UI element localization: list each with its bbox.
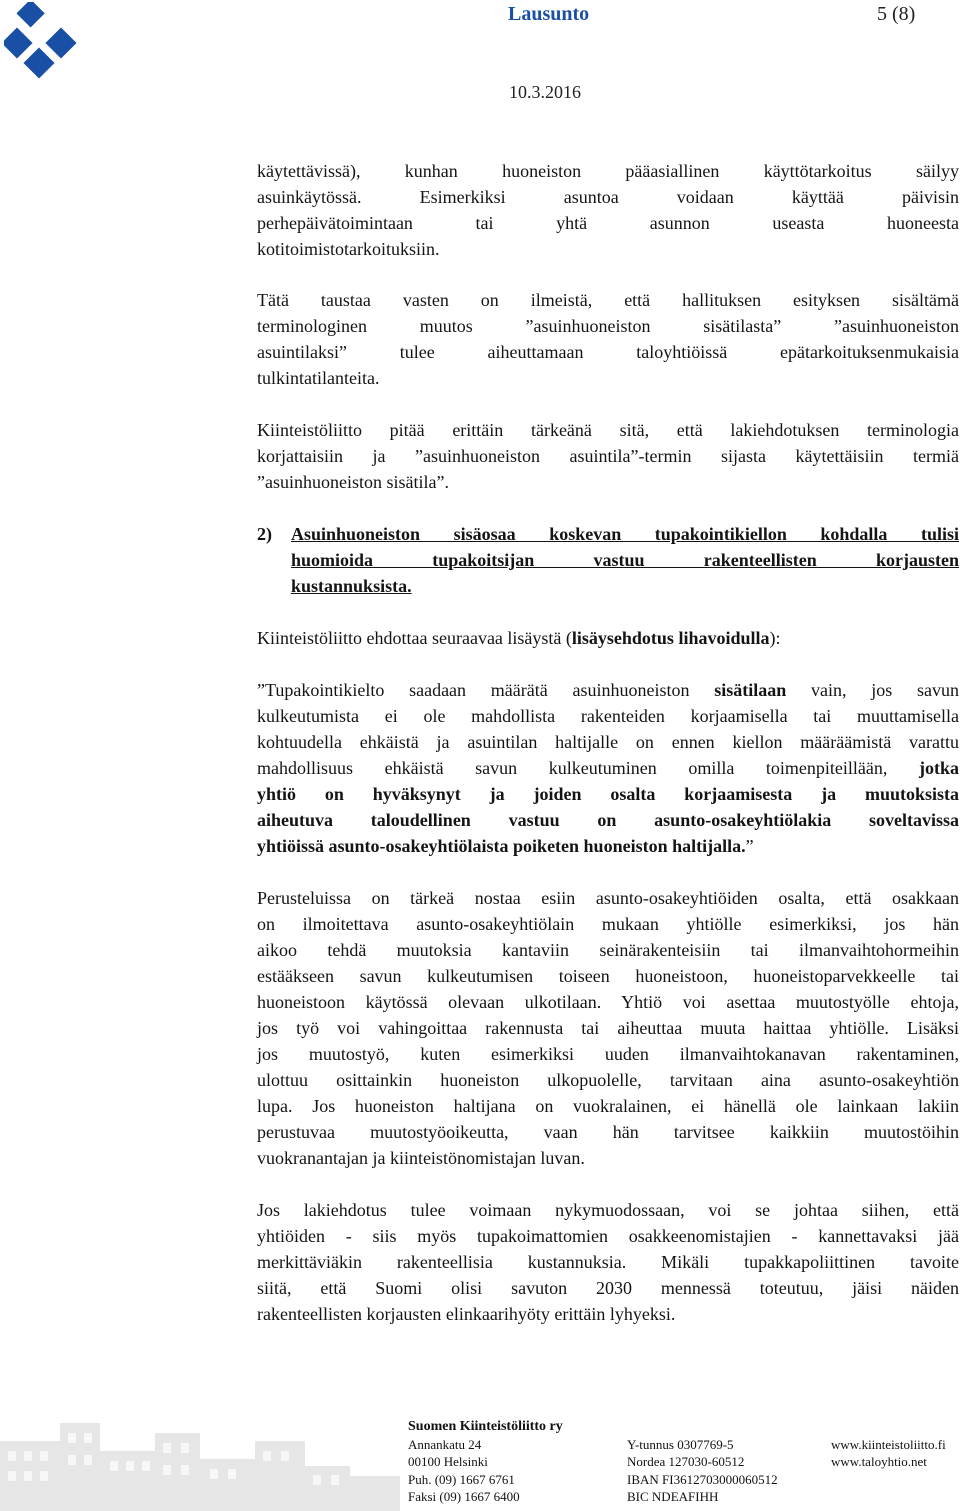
item-number: 2): [257, 524, 272, 544]
footer-websites: [831, 1436, 946, 1471]
text-line: kohtuudella ehkäistä ja asuintilan haltijalle on ennen kiellon määräämistä varattu: [257, 732, 959, 752]
text-run: vain, jos savun: [786, 680, 959, 700]
text-line: rakenteellisten korjausten elinkaarihyöty erittäin lyhyeksi.: [257, 1304, 676, 1324]
paragraph-4: [257, 625, 959, 651]
text-line: [257, 625, 959, 651]
postal-address: 00100 Helsinki: [408, 1454, 488, 1469]
text-line: siitä, että Suomi olisi savuton 2030 mennessä toteutuu, jäisi näiden: [257, 1278, 959, 1298]
text-line: tulkintatilanteita.: [257, 368, 380, 388]
text-line: perhepäivätoimintaan tai yhtä asunnon useasta huoneesta: [257, 213, 959, 233]
text-run: ):: [769, 628, 781, 648]
building-silhouette-image: [0, 1411, 400, 1511]
text-run: mahdollisuus ehkäistä savun kulkeutuminen omilla toimenpiteillään,: [257, 758, 919, 778]
business-id: Y-tunnus 0307769-5: [627, 1436, 734, 1452]
text-line: käytettävissä), kunhan huoneiston pääasiallinen käyttötarkoitus säilyy: [257, 161, 959, 181]
page-number: 5 (8): [877, 3, 916, 25]
paragraph-7: [257, 1197, 959, 1327]
text-line: merkittäviäkin rakenteellisia kustannuksia. Mikäli tupakkapoliittinen tavoite: [257, 1252, 959, 1272]
text-line: [257, 755, 959, 781]
text-line: perustuvaa muutostyöoikeutta, vaan hän tarvitsee kaikkiin muutostöihin: [257, 1122, 959, 1142]
footer-bank-info: [627, 1436, 778, 1506]
organization-name: Suomen Kiinteistöliitto ry: [408, 1419, 563, 1434]
bold-line: aiheutuva taloudellinen vastuu on asunto-osakeyhtiölakia soveltavissa: [257, 810, 959, 830]
text-run: Kiinteistöliitto ehdottaa seuraavaa lisäystä (: [257, 628, 572, 648]
text-line: Asuinhuoneiston sisäosaa koskevan tupakointikiellon kohdalla tulisi: [291, 524, 959, 544]
text-line: aikoo tehdä muutoksia kantaviin seinärakenteisiin tai ilmanvaihtohormeihin: [257, 940, 959, 960]
text-line: Kiinteistöliitto pitää erittäin tärkeänä sitä, että lakiehdotuksen terminologia: [257, 420, 959, 440]
text-line: asuinkäytössä. Esimerkiksi asuntoa voidaan käyttää päivisin: [257, 187, 959, 207]
text-line: jos muutostyö, kuten esimerkiksi uuden ilmanvaihtokanavan rakentaminen,: [257, 1044, 959, 1064]
text-line: vuokranantajan ja kiinteistönomistajan luvan.: [257, 1148, 585, 1168]
paragraph-2: [257, 287, 959, 391]
document-date: 10.3.2016: [509, 82, 581, 102]
bold-text: jotka: [919, 758, 959, 778]
closing-quote: ”: [745, 836, 754, 856]
bold-text: sisätilaan: [714, 680, 787, 700]
text-line: lupa. Jos huoneiston haltijana on vuokralainen, ei hänellä ole lainkaan lakiin: [257, 1096, 959, 1116]
text-line: huoneistoon käytössä olevaan ulkotilaan. Yhtiö voi asettaa muutostyölle ehtoja,: [257, 992, 959, 1012]
text-line: Jos lakiehdotus tulee voimaan nykymuodossaan, voi se johtaa siihen, että: [257, 1200, 959, 1220]
bold-text: lisäysehdotus lihavoidulla: [571, 628, 770, 648]
text-line: ulottuu osittainkin huoneiston ulkopuolelle, tarvitaan aina asunto-osakeyhtiön: [257, 1070, 959, 1090]
item-heading: [291, 521, 959, 599]
street-address: Annankatu 24: [408, 1436, 482, 1452]
text-line: jos työ voi vahingoittaa rakennusta tai aiheuttaa muuta haittaa yhtiölle. Lisäksi: [257, 1018, 959, 1038]
footer-address: [408, 1418, 563, 1506]
text-line: kotitoimistotarkoituksiin.: [257, 239, 440, 259]
text-line: huomioida tupakoitsijan vastuu rakenteellisten korjausten: [291, 550, 959, 570]
text-line: asuintilaksi” tulee aiheuttamaan taloyhtiöissä epätarkoituksenmukaisia: [257, 342, 959, 362]
numbered-heading-2: [257, 521, 959, 599]
paragraph-3: [257, 417, 959, 495]
proposal-quote: [257, 677, 959, 859]
text-line: kulkeutumista ei ole mahdollista rakenteiden korjaamisella tai muuttamisella: [257, 706, 959, 726]
paragraph-1: [257, 158, 959, 262]
document-type: Lausunto: [508, 3, 590, 25]
bank-account: Nordea 127030-60512: [627, 1454, 745, 1469]
phone-number: Puh. (09) 1667 6761: [408, 1471, 515, 1487]
website-link[interactable]: www.kiinteistoliitto.fi: [831, 1436, 946, 1452]
text-run: ”Tupakointikielto saadaan määrätä asuinhuoneiston: [257, 680, 715, 700]
text-line: Tätä taustaa vasten on ilmeistä, että hallituksen esityksen sisältämä: [257, 290, 959, 310]
text-line: yhtiöiden - siis myös tupakoimattomien osakkeenomistajien - kannettavaksi jää: [257, 1226, 959, 1246]
text-line: ”asuinhuoneiston sisätila”.: [257, 472, 449, 492]
text-line: kustannuksista.: [291, 576, 412, 596]
text-line: [257, 677, 959, 703]
text-line: terminologinen muutos ”asuinhuoneiston sisätilasta” ”asuinhuoneiston: [257, 316, 959, 336]
bold-text: yhtiöissä asunto-osakeyhtiölaista poiketen huoneiston haltijalla.: [257, 836, 746, 856]
website-link[interactable]: www.taloyhtio.net: [831, 1454, 927, 1469]
fax-number: Faksi (09) 1667 6400: [408, 1489, 520, 1504]
bold-line: yhtiö on hyväksynyt ja joiden osalta korjaamisesta ja muutoksista: [257, 784, 959, 804]
paragraph-6: [257, 885, 959, 1171]
kiinteistoliitto-logo: [4, 2, 84, 82]
bic: BIC NDEAFIHH: [627, 1489, 719, 1504]
text-line: on ilmoitettava asunto-osakeyhtiölain mukaan yhtiölle esimerkiksi, jos hän: [257, 914, 959, 934]
text-line: korjattaisiin ja ”asuinhuoneiston asuintila”-termin sijasta käytettäisiin termiä: [257, 446, 959, 466]
text-line: [257, 833, 959, 859]
text-line: Perusteluissa on tärkeä nostaa esiin asunto-osakeyhtiöiden osalta, että osakkaan: [257, 888, 959, 908]
text-line: estääkseen savun kulkeutumisen toiseen huoneistoon, huoneistoparvekkeelle tai: [257, 966, 959, 986]
iban: IBAN FI3612703000060512: [627, 1471, 778, 1487]
